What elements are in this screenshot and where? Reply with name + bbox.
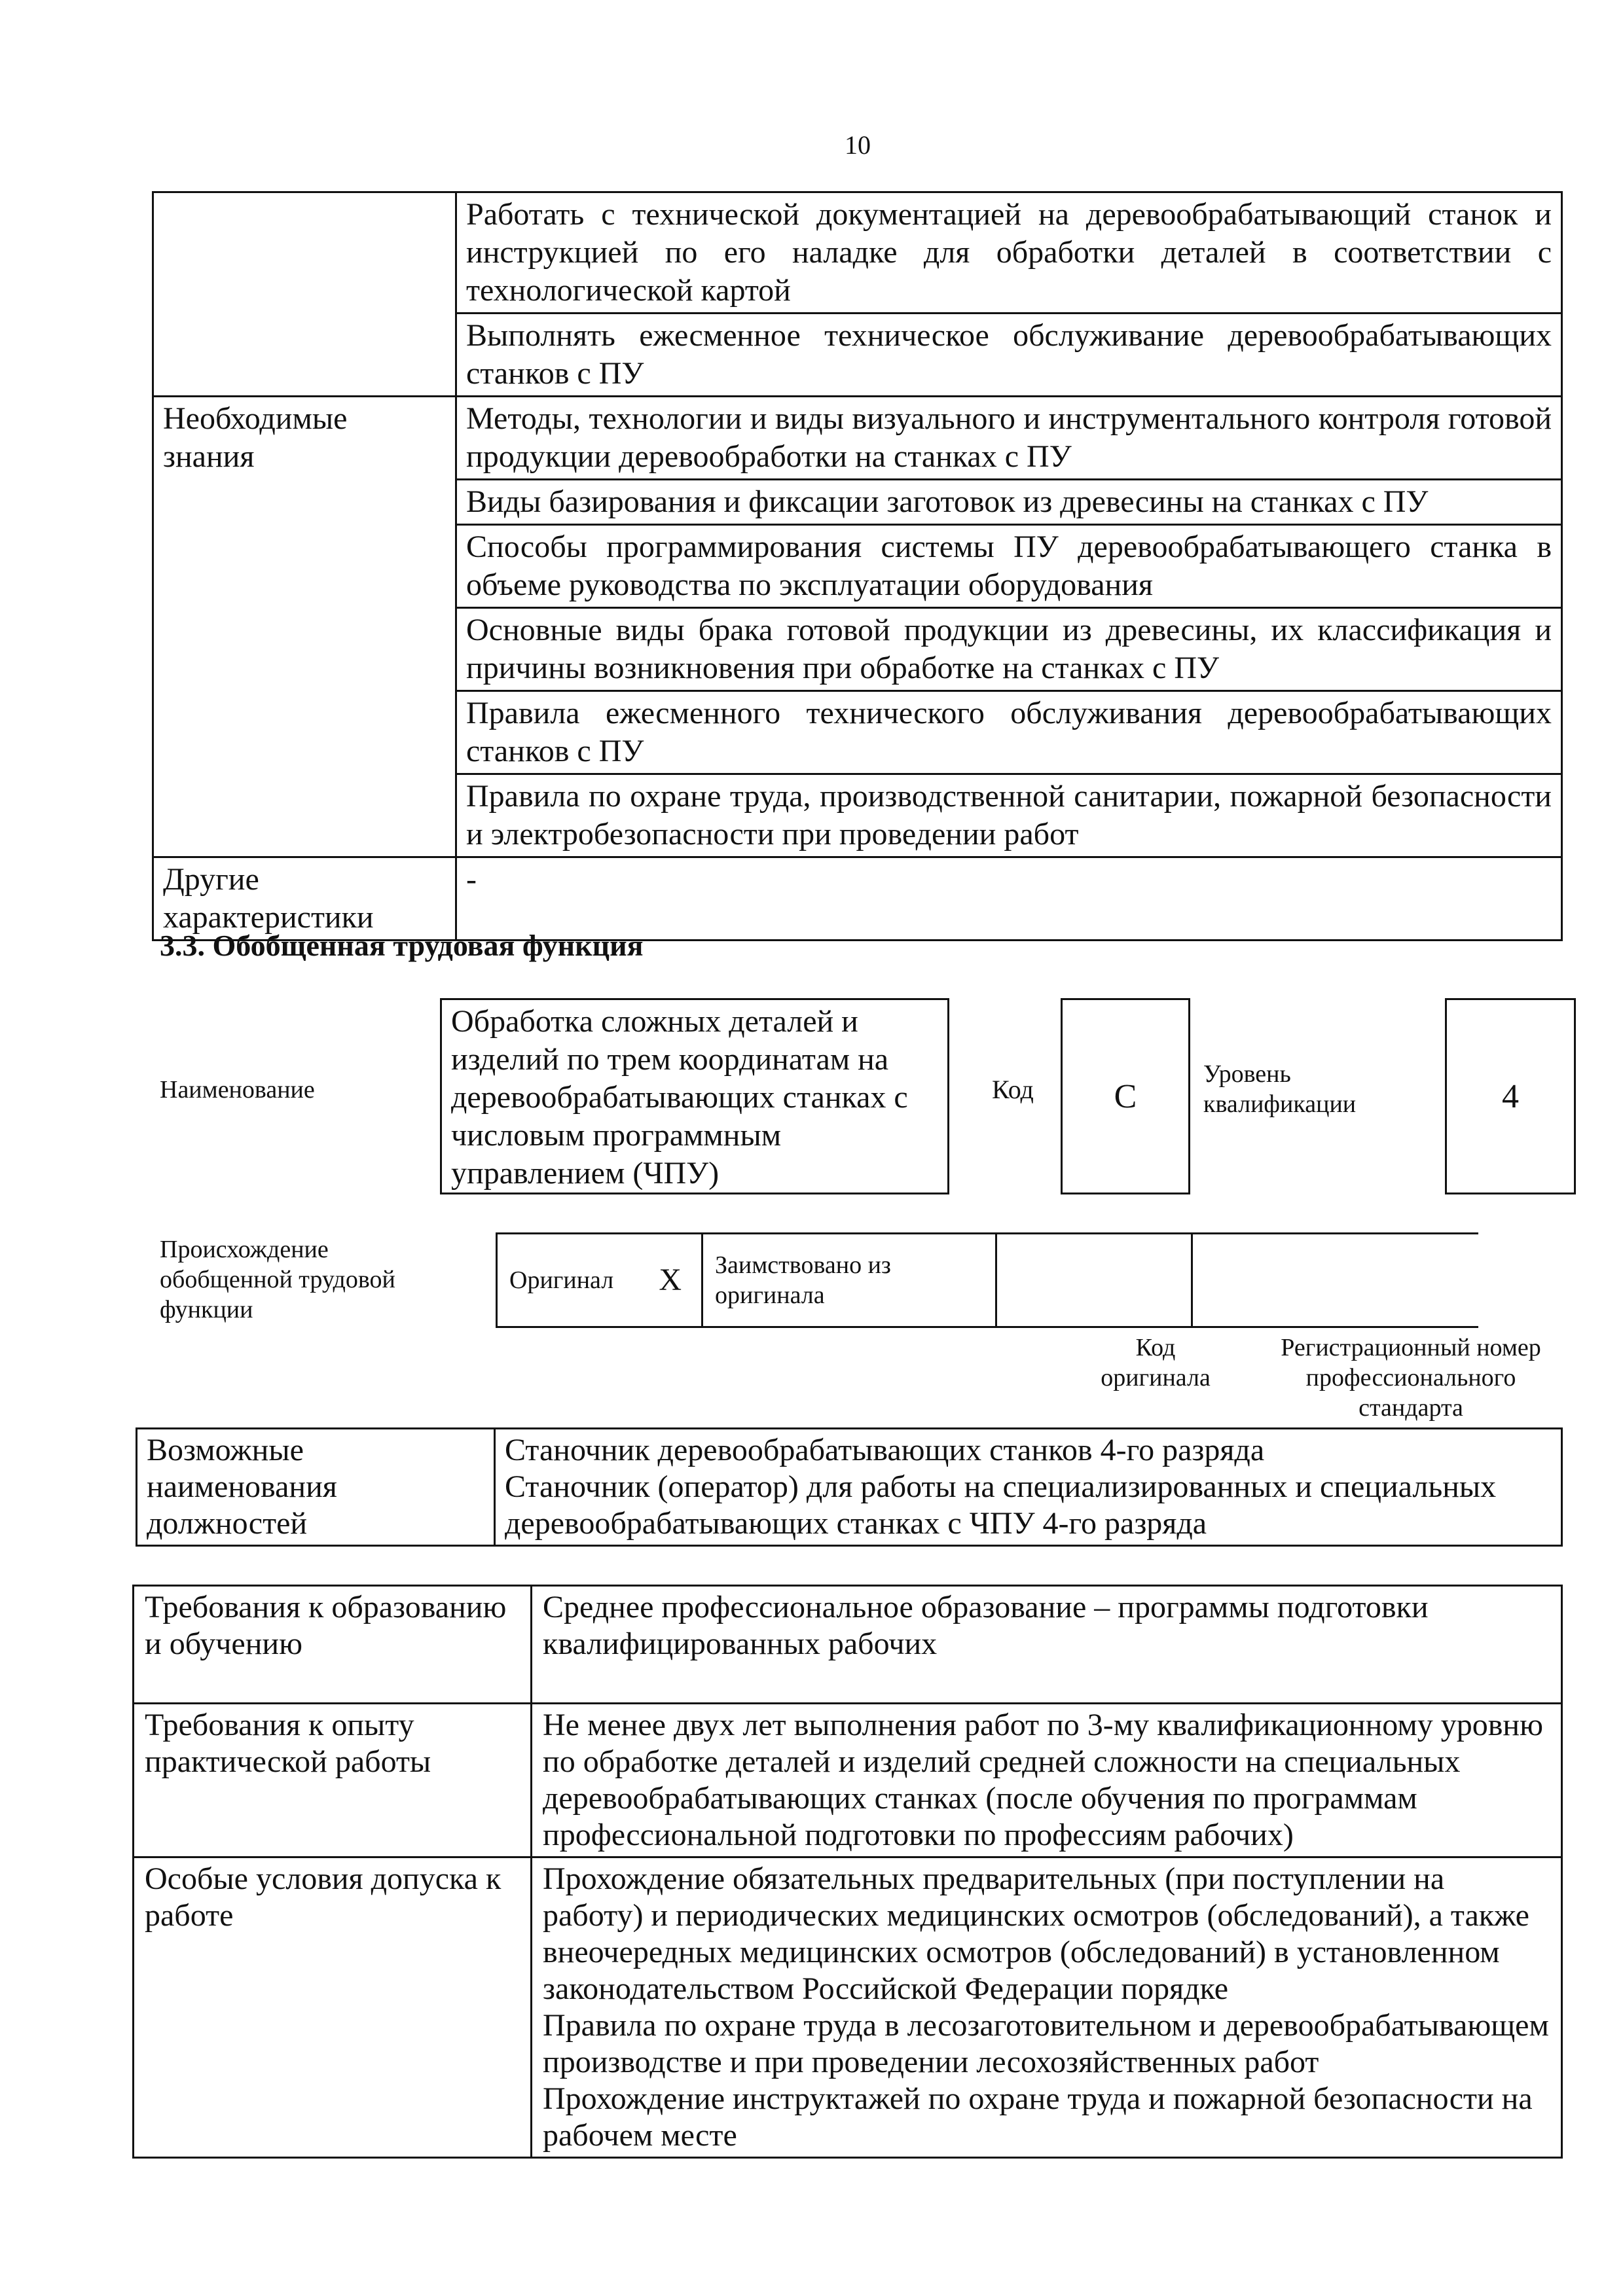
table-cell: Методы, технологии и виды визуального и инструментального контроля готовой продукции деревообработки на станках с ПУ — [456, 397, 1562, 480]
table-row — [497, 1234, 1479, 1327]
table-cell-label: Возможные наименования должностей — [137, 1429, 495, 1546]
table-cell: Способы программирования системы ПУ деревообрабатывающего станка в объеме руководства по эксплуатации оборудования — [456, 525, 1562, 608]
origin-table — [496, 1232, 1478, 1328]
table-row — [134, 1586, 1562, 1704]
original-mark: X — [659, 1263, 682, 1297]
requirements-table — [132, 1585, 1563, 2159]
table-cell: Основные виды брака готовой продукции из древесины, их классификация и причины возникновения при обработке на станках с ПУ — [456, 608, 1562, 691]
code-caption: Код оригинала — [1101, 1334, 1211, 1391]
table-row — [153, 397, 1562, 480]
function-name-box: Обработка сложных деталей и изделий по трем координатам на деревообрабатывающих станках с числовым программным управлением (ЧПУ) — [440, 998, 949, 1194]
section-heading: 3.3. Обобщенная трудовая функция — [160, 929, 644, 962]
skills-knowledge-table — [152, 191, 1563, 941]
table-cell: Виды базирования и фиксации заготовок из древесины на станках с ПУ — [456, 480, 1562, 525]
table-cell-label: Требования к опыту практической работы — [134, 1704, 532, 1857]
positions-table — [136, 1427, 1563, 1547]
table-cell: Работать с технической документацией на деревообрабатывающий станок и инструкцией по его наладке для обработки деталей в соответствии с технологической картой — [456, 192, 1562, 314]
table-cell-label: Особые условия допуска к работе — [134, 1857, 532, 2158]
table-cell-label — [153, 192, 456, 397]
original-cell — [497, 1234, 702, 1327]
table-row — [137, 1429, 1562, 1546]
level-label: Уровень квалификации — [1203, 1060, 1357, 1118]
table-row — [134, 1857, 1562, 2158]
level-value-box: 4 — [1445, 998, 1576, 1194]
name-label: Наименование — [160, 1076, 315, 1103]
table-cell: Выполнять ежесменное техническое обслуживание деревообрабатывающих станков с ПУ — [456, 314, 1562, 397]
reg-number-caption: Регистрационный номер профессионального стандарта — [1281, 1334, 1541, 1422]
table-cell: - — [456, 857, 1562, 941]
position-line: Станочник (оператор) для работы на специализированных и специальных деревообрабатывающих станках с ЧПУ 4-го разряда — [505, 1469, 1497, 1541]
position-line: Станочник деревообрабатывающих станков 4-го разряда — [505, 1433, 1265, 1467]
table-row — [153, 192, 1562, 314]
requirement-line: Прохождение инструктажей по охране труда и пожарной безопасности на рабочем месте — [543, 2081, 1533, 2153]
table-row — [134, 1704, 1562, 1857]
code-value-box: С — [1061, 998, 1190, 1194]
table-cell-label: Требования к образованию и обучению — [134, 1586, 532, 1704]
table-cell — [495, 1429, 1562, 1546]
origin-label: Происхождение обобщенной трудовой функции — [160, 1236, 395, 1323]
code-label: Код — [992, 1075, 1034, 1104]
table-cell: Не менее двух лет выполнения работ по 3-му квалификационному уровню по обработке деталей и изделий средней сложности на специальных деревообрабатывающих станках (после обучения по программам профессиональной подготовки по профессиям рабочих) — [532, 1704, 1562, 1857]
table-cell: Правила по охране труда, производственной санитарии, пожарной безопасности и электробезопасности при проведении работ — [456, 774, 1562, 857]
page-number: 10 — [845, 130, 871, 160]
original-code-cell — [996, 1234, 1192, 1327]
original-label: Оригинал — [509, 1266, 614, 1294]
requirement-line: Прохождение обязательных предварительных (при поступлении на работу) и периодических медицинских осмотров (обследований), а также внеочередных медицинских осмотров (обследований) в установленном законодательством Российской Федерации порядке — [543, 1861, 1529, 2006]
reg-number-cell — [1192, 1234, 1479, 1327]
table-cell — [532, 1857, 1562, 2158]
table-cell: Среднее профессиональное образование – программы подготовки квалифицированных рабочих — [532, 1586, 1562, 1704]
table-cell-label: Другие характеристики — [153, 857, 456, 941]
requirement-line: Правила по охране труда в лесозаготовительном и деревообрабатывающем производстве и при проведении лесохозяйственных работ — [543, 2008, 1549, 2079]
table-cell: Правила ежесменного технического обслуживания деревообрабатывающих станков с ПУ — [456, 691, 1562, 774]
table-cell-label: Необходимые знания — [153, 397, 456, 857]
borrowed-cell: Заимствовано из оригинала — [702, 1234, 996, 1327]
